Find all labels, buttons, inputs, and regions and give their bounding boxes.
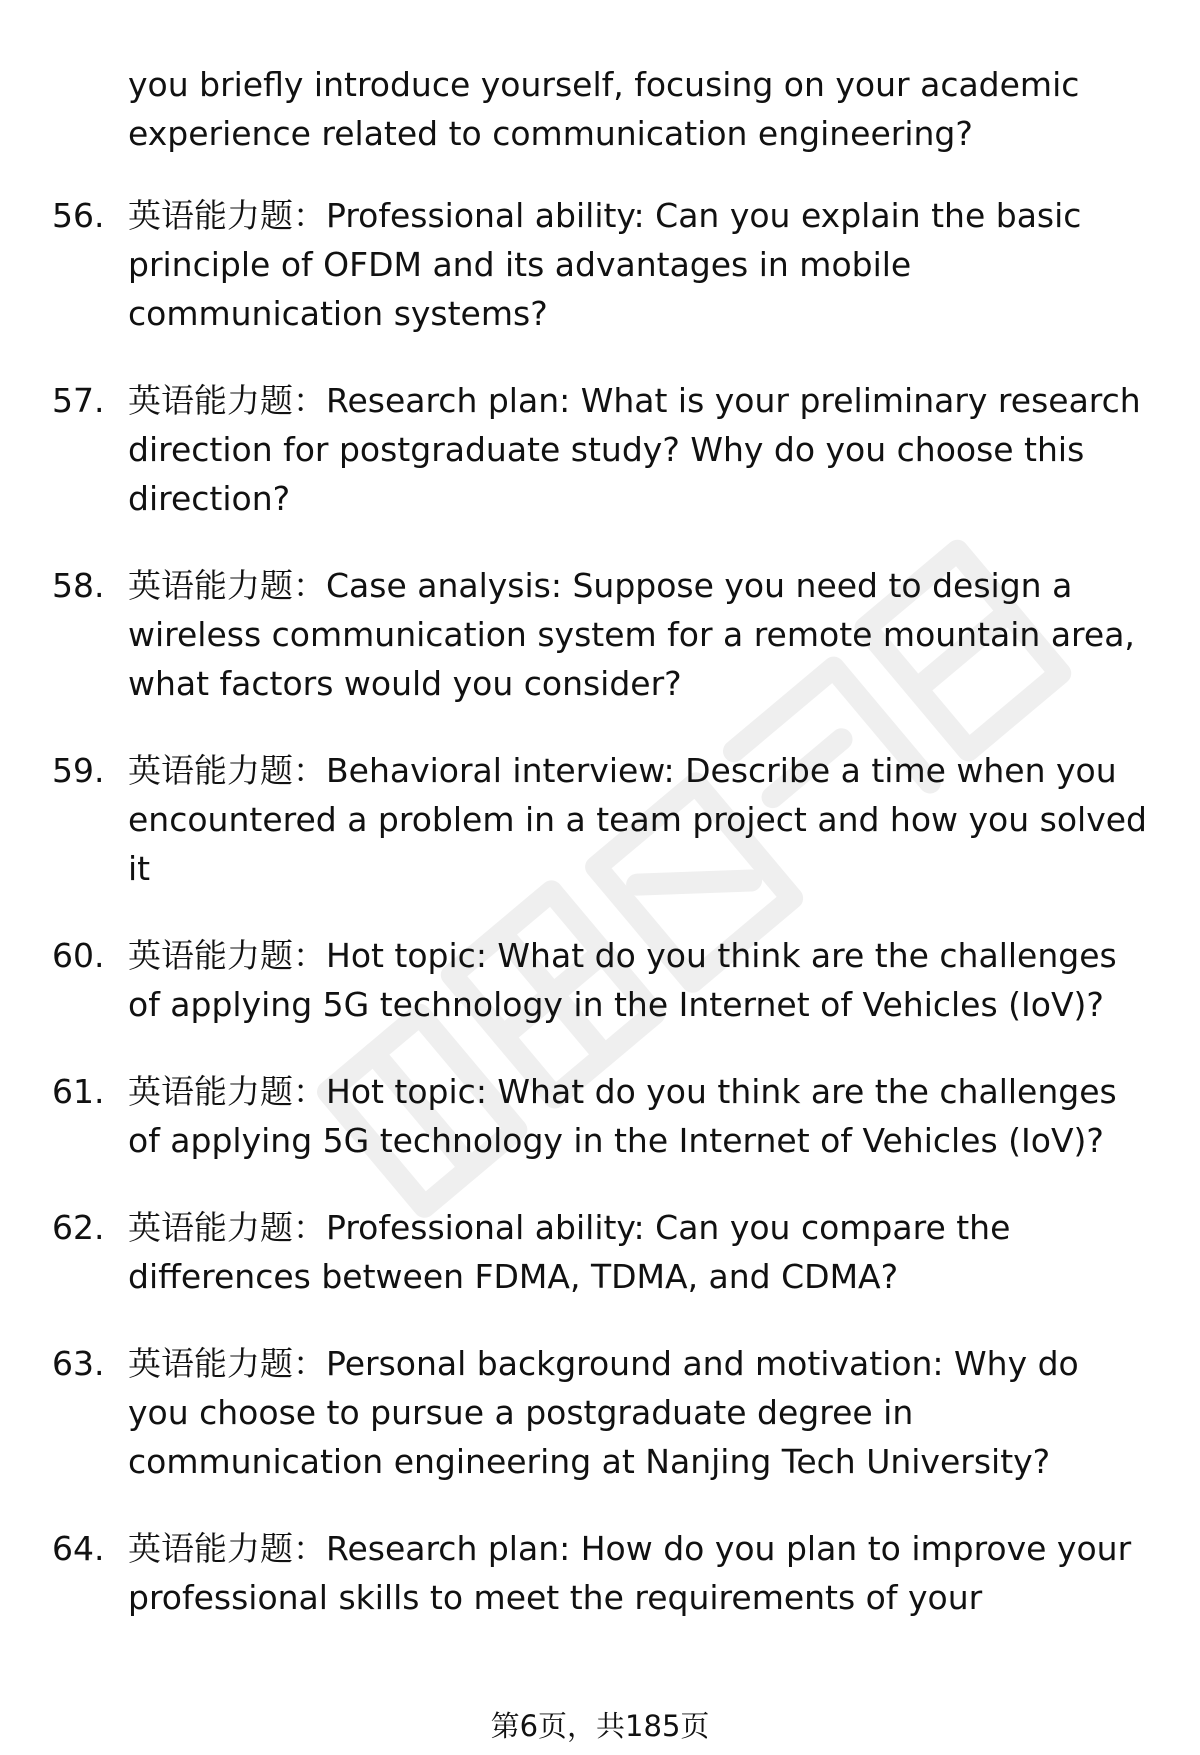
question-text: 英语能力题：Research plan: How do you plan to improve your professional skills to meet the requirements of your xyxy=(128,1529,1132,1617)
question-text: 英语能力题：Case analysis: Suppose you need to design a wireless communication system for a remote mountain area, what factors would you consider? xyxy=(128,566,1135,703)
question-text: 英语能力题：Personal background and motivation: Why do you choose to pursue a postgraduate degree in communication engineering at Nanjing Tech University? xyxy=(128,1344,1079,1481)
question-list xyxy=(0,191,1200,1660)
question-item xyxy=(0,376,1200,523)
question-number: 60. xyxy=(52,936,105,975)
question-text: 英语能力题：Hot topic: What do you think are the challenges of applying 5G technology in the Internet of Vehicles (IoV)? xyxy=(128,1072,1117,1160)
question-item xyxy=(0,931,1200,1029)
continuation-text: you briefly introduce yourself, focusing on your academic experience related to communication engineering? xyxy=(128,65,1080,153)
question-number: 62. xyxy=(52,1208,105,1247)
question-item xyxy=(0,1524,1200,1622)
question-item xyxy=(0,1203,1200,1301)
question-item xyxy=(0,561,1200,708)
question-number: 59. xyxy=(52,751,105,790)
question-item xyxy=(0,746,1200,893)
question-number: 57. xyxy=(52,381,105,420)
question-text: 英语能力题：Professional ability: Can you compare the differences between FDMA, TDMA, and CDMA? xyxy=(128,1208,1011,1296)
question-number: 64. xyxy=(52,1529,105,1568)
page-footer: 第6页，共185页 xyxy=(490,1709,710,1743)
question-item xyxy=(0,191,1200,338)
question-number: 63. xyxy=(52,1344,105,1383)
question-number: 61. xyxy=(52,1072,105,1111)
question-number: 58. xyxy=(52,566,105,605)
question-item xyxy=(0,1067,1200,1165)
question-number: 56. xyxy=(52,196,105,235)
question-item xyxy=(0,1339,1200,1486)
question-text: 英语能力题：Behavioral interview: Describe a time when you encountered a problem in a team project and how you solved it xyxy=(128,751,1147,888)
question-text: 英语能力题：Research plan: What is your preliminary research direction for postgraduate study? Why do you choose this direction? xyxy=(128,381,1141,518)
question-text: 英语能力题：Hot topic: What do you think are the challenges of applying 5G technology in the Internet of Vehicles (IoV)? xyxy=(128,936,1117,1024)
question-text: 英语能力题：Professional ability: Can you explain the basic principle of OFDM and its advantages in mobile communication systems? xyxy=(128,196,1082,333)
